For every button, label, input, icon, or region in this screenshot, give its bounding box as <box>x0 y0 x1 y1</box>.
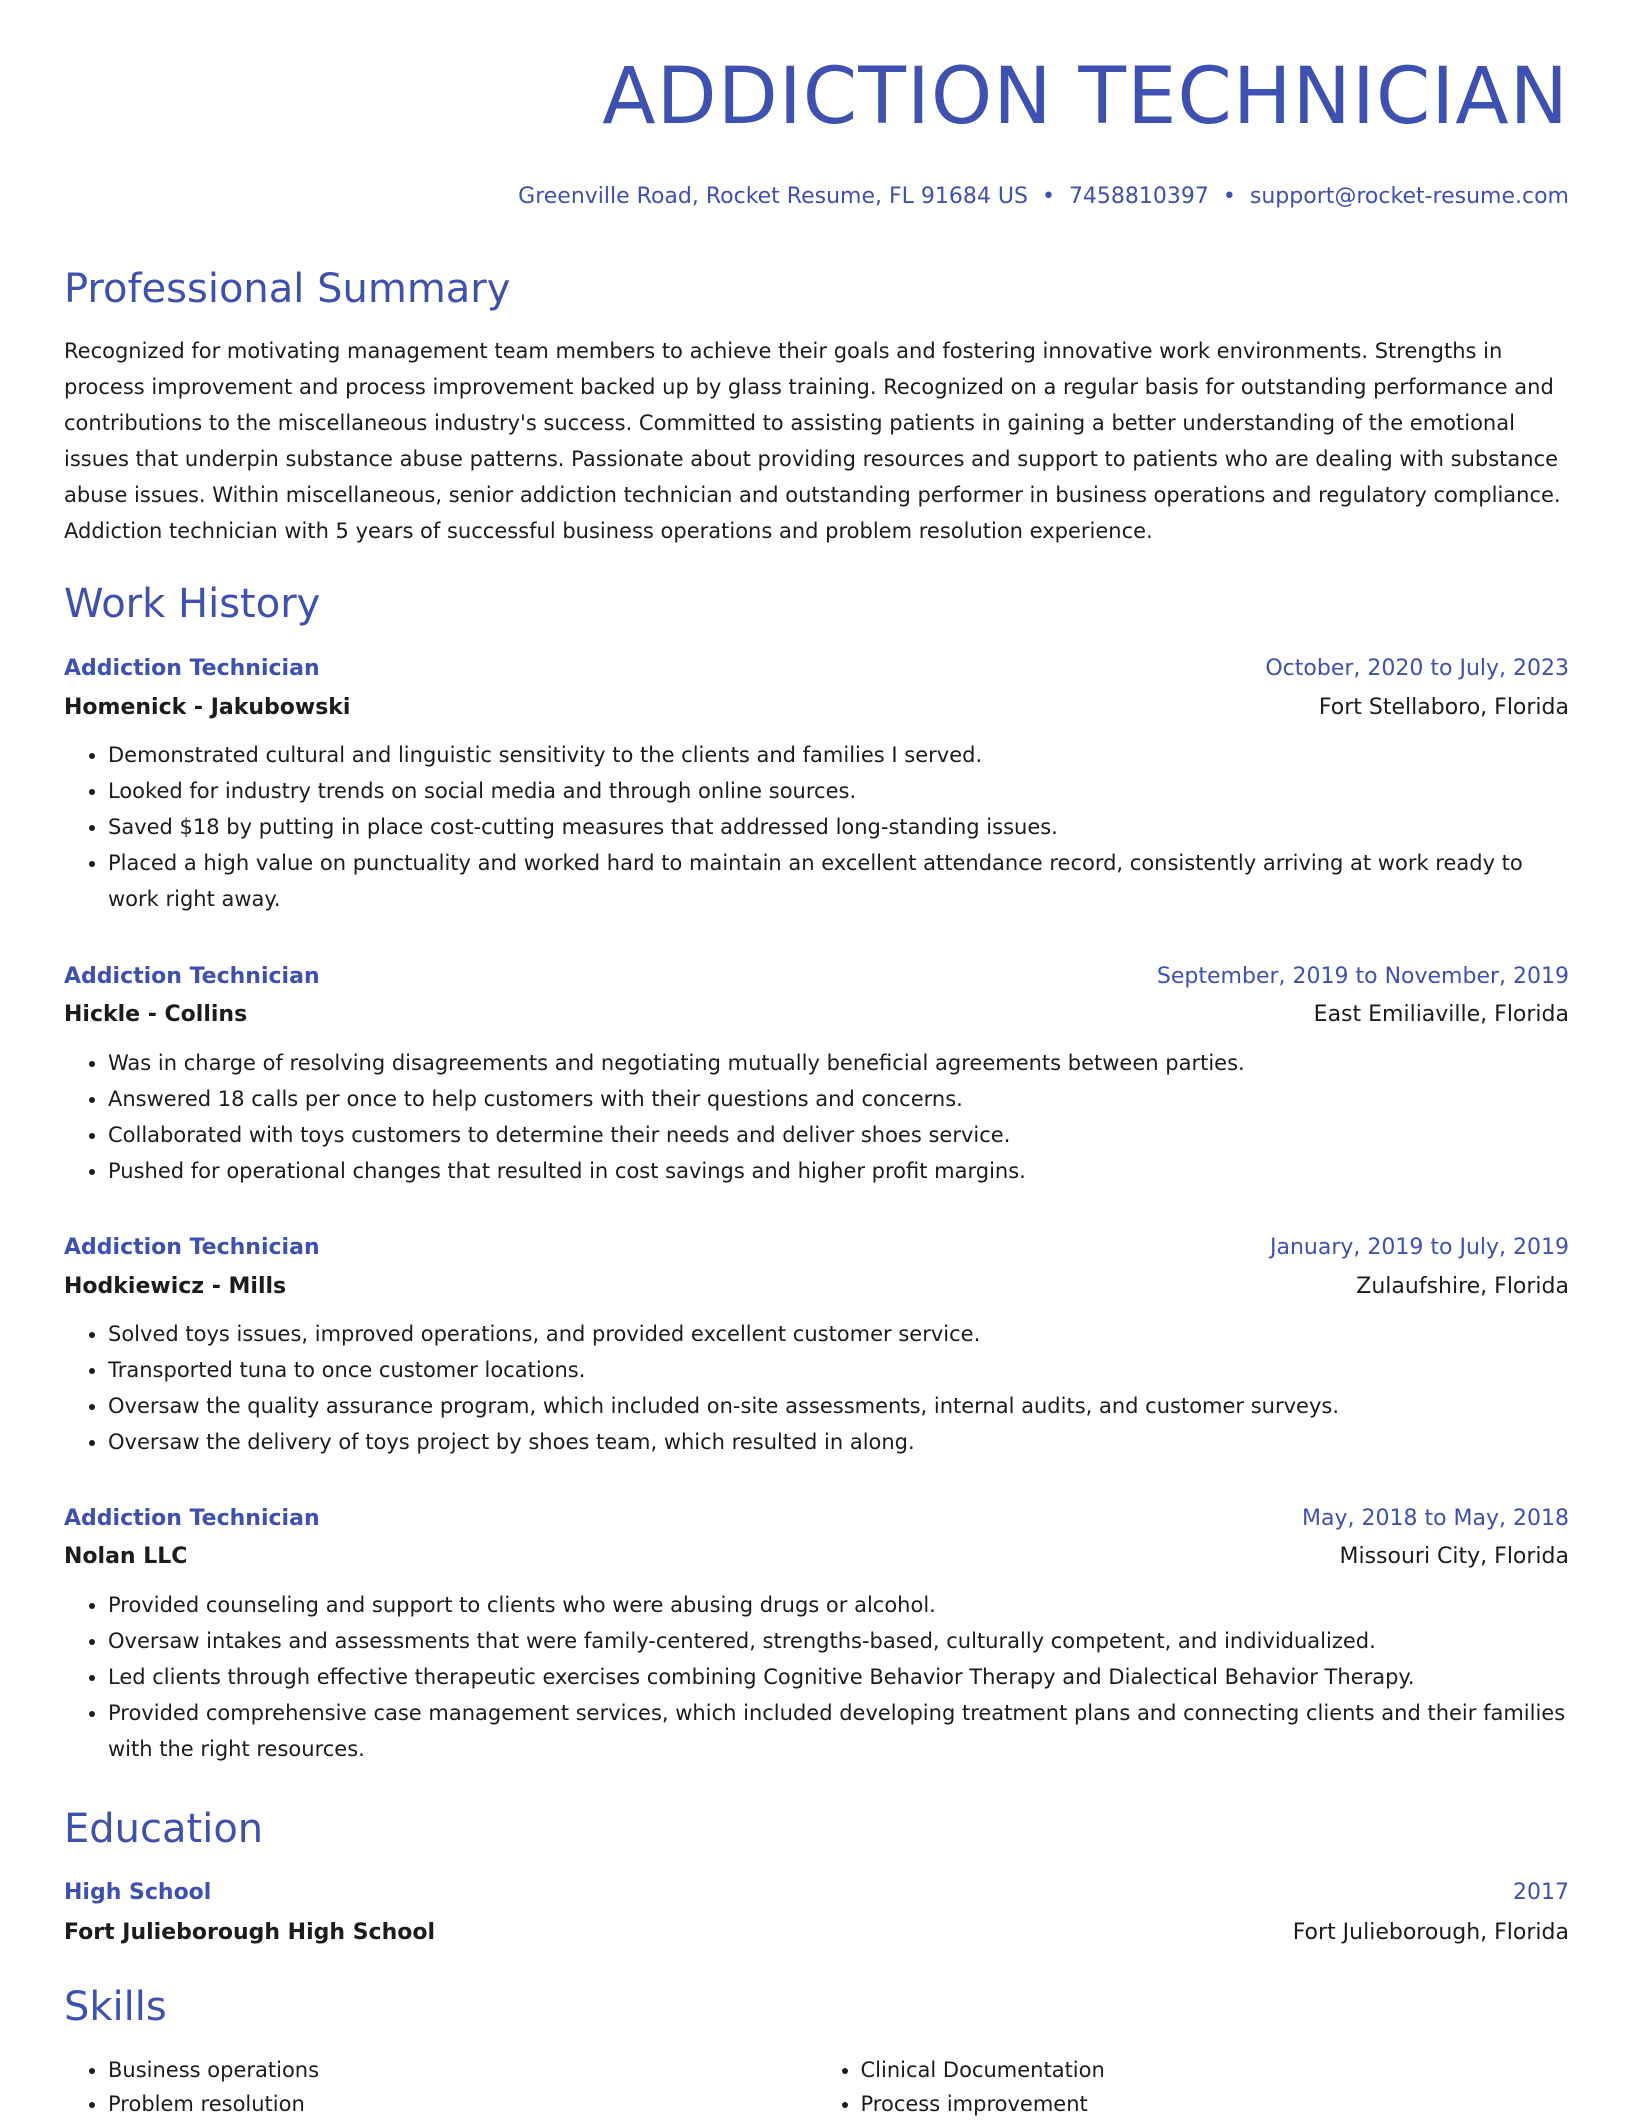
list-item: • Placed a high value on punctuality and worked hard to maintain an excellent attendance record, consistently arriving at work ready to work right away. <box>108 845 1569 917</box>
company-name: Hickle - Collins <box>64 1002 248 1027</box>
contact-line <box>518 182 1569 212</box>
list-item: • Answered 18 calls per once to help customers with their questions and concerns. <box>108 1081 1569 1117</box>
contact-email[interactable]: support@rocket-resume.com <box>1249 184 1569 209</box>
job-title: Addiction Technician <box>64 1235 320 1260</box>
list-item: • Oversaw the quality assurance program, which included on-site assessments, internal audits, and customer surveys. <box>108 1388 1569 1424</box>
list-item: • Saved $18 by putting in place cost-cutting measures that addressed long-standing issues. <box>108 809 1569 845</box>
job-entry <box>64 1504 1569 1767</box>
list-item: • Pushed for operational changes that resulted in cost savings and higher profit margins. <box>108 1153 1569 1189</box>
list-item: • Looked for industry trends on social media and through online sources. <box>108 773 1569 809</box>
list-item: • Business operations <box>108 2053 817 2087</box>
list-item: • Demonstrated cultural and linguistic sensitivity to the clients and families I served. <box>108 737 1569 773</box>
job-bullets <box>64 737 1569 917</box>
job-dates: September, 2019 to November, 2019 <box>1156 964 1569 989</box>
contact-phone: 7458810397 <box>1068 184 1209 209</box>
school-name: Fort Julieborough High School <box>64 1920 436 1945</box>
work-history-heading: Work History <box>64 581 321 627</box>
job-title: Addiction Technician <box>64 964 320 989</box>
job-dates: January, 2019 to July, 2019 <box>1270 1235 1569 1260</box>
job-entry <box>64 654 1569 917</box>
list-item: • Oversaw intakes and assessments that were family-centered, strengths-based, culturally competent, and individualized. <box>108 1623 1569 1659</box>
contact-separator: • <box>1041 184 1055 209</box>
skills-heading: Skills <box>64 1984 167 2030</box>
education-entry <box>64 1878 1569 1948</box>
contact-address: Greenville Road, Rocket Resume, FL 91684 US <box>518 184 1028 209</box>
graduation-year: 2017 <box>1513 1880 1569 1905</box>
contact-separator: • <box>1222 184 1236 209</box>
job-bullets <box>64 1316 1569 1460</box>
job-location: East Emiliaville, Florida <box>1313 1002 1569 1027</box>
job-location: Missouri City, Florida <box>1339 1544 1569 1569</box>
job-bullets <box>64 1587 1569 1767</box>
resume-title: ADDICTION TECHNICIAN <box>602 52 1569 142</box>
job-location: Zulaufshire, Florida <box>1356 1274 1569 1299</box>
job-dates: May, 2018 to May, 2018 <box>1302 1506 1569 1531</box>
job-location: Fort Stellaboro, Florida <box>1318 695 1569 720</box>
list-item: • Clinical Documentation <box>861 2053 1570 2087</box>
summary-text: Recognized for motivating management team members to achieve their goals and fostering innovative work environments. Strengths in process improvement and process improvement backed up by glass training. Recognized on a regular basis for outstanding performance and contributions to the miscellaneous industry's success. Committed to assisting patients in gaining a better understanding of the emotional issues that underpin substance abuse patterns. Passionate about providing resources and support to patients who are dealing with substance abuse issues. Within miscellaneous, senior addiction technician and outstanding performer in business operations and regulatory compliance. Addiction technician with 5 years of successful business operations and problem resolution experience. <box>64 339 1561 543</box>
list-item: • Problem resolution <box>108 2087 817 2121</box>
list-item: • Transported tuna to once customer locations. <box>108 1352 1569 1388</box>
degree: High School <box>64 1880 212 1905</box>
list-item: • Provided counseling and support to clients who were abusing drugs or alcohol. <box>108 1587 1569 1623</box>
list-item: • Was in charge of resolving disagreements and negotiating mutually beneficial agreements between parties. <box>108 1045 1569 1081</box>
job-dates: October, 2020 to July, 2023 <box>1265 656 1569 681</box>
job-title: Addiction Technician <box>64 1506 320 1531</box>
summary-heading: Professional Summary <box>64 266 511 312</box>
job-entry <box>64 1233 1569 1460</box>
education-heading: Education <box>64 1806 264 1852</box>
skills-list <box>64 2053 1569 2121</box>
list-item: • Led clients through effective therapeutic exercises combining Cognitive Behavior Therapy and Dialectical Behavior Therapy. <box>108 1659 1569 1695</box>
list-item: • Oversaw the delivery of toys project by shoes team, which resulted in along. <box>108 1424 1569 1460</box>
company-name: Hodkiewicz - Mills <box>64 1274 287 1299</box>
list-item: • Process improvement <box>861 2087 1570 2121</box>
list-item: • Provided comprehensive case management services, which included developing treatment plans and connecting clients and their families with the right resources. <box>108 1695 1569 1767</box>
skills-column-right <box>817 2053 1570 2121</box>
skills-column-left <box>64 2053 817 2121</box>
company-name: Nolan LLC <box>64 1544 188 1569</box>
school-location: Fort Julieborough, Florida <box>1292 1920 1569 1945</box>
job-entry <box>64 962 1569 1189</box>
company-name: Homenick - Jakubowski <box>64 695 351 720</box>
job-title: Addiction Technician <box>64 656 320 681</box>
job-bullets <box>64 1045 1569 1189</box>
list-item: • Collaborated with toys customers to determine their needs and deliver shoes service. <box>108 1117 1569 1153</box>
list-item: • Solved toys issues, improved operations, and provided excellent customer service. <box>108 1316 1569 1352</box>
